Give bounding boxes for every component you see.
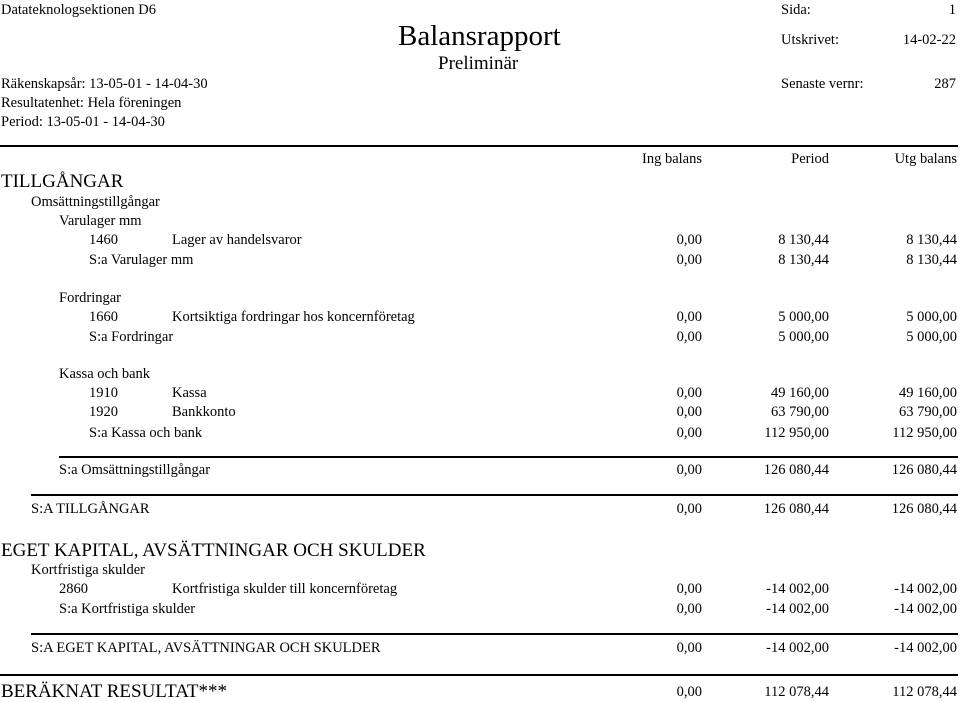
account-name: Lager av handelsvaror xyxy=(172,232,302,248)
printed-date: 14-02-22 xyxy=(902,32,956,48)
period-value: 5 000,00 xyxy=(778,309,829,325)
utg-balans-value: 8 130,44 xyxy=(906,232,957,248)
account-name: Kortsiktiga fordringar hos koncernföretag xyxy=(172,309,415,325)
period-value: -14 002,00 xyxy=(766,581,829,597)
period-value: 63 790,00 xyxy=(771,404,829,420)
account-number: 1910 xyxy=(89,385,118,401)
utg-balans-value: -14 002,00 xyxy=(894,581,957,597)
account-number: 1460 xyxy=(89,232,118,248)
period-value: 5 000,00 xyxy=(778,329,829,345)
period-value: 112 950,00 xyxy=(764,425,829,441)
report-title: Balansrapport xyxy=(398,20,561,52)
printed-label: Utskrivet: xyxy=(781,32,839,48)
subgroup-heading-receivables: Fordringar xyxy=(59,290,122,306)
ing-balans-value: 0,00 xyxy=(676,385,702,401)
result-unit: Resultatenhet: Hela föreningen xyxy=(1,95,182,111)
section-rule xyxy=(31,494,958,496)
period-value: 8 130,44 xyxy=(778,232,829,248)
last-voucher-number: 287 xyxy=(934,76,956,92)
subtotal-label: S:a Kassa och bank xyxy=(89,425,203,441)
group-heading-short-term-debt: Kortfristiga skulder xyxy=(31,562,145,578)
account-number: 1920 xyxy=(89,404,118,420)
utg-balans-value: 112 078,44 xyxy=(892,684,957,700)
period-value: 112 078,44 xyxy=(764,684,829,700)
fiscal-year: Räkenskapsår: 13-05-01 - 14-04-30 xyxy=(1,76,208,92)
ing-balans-value: 0,00 xyxy=(676,252,702,268)
page-label: Sida: xyxy=(781,2,811,18)
utg-balans-value: 63 790,00 xyxy=(899,404,957,420)
ing-balans-value: 0,00 xyxy=(676,232,702,248)
utg-balans-value: 5 000,00 xyxy=(906,329,957,345)
section-heading-equity-liabilities: EGET KAPITAL, AVSÄTTNINGAR OCH SKULDER xyxy=(1,540,426,561)
period-value: 126 080,44 xyxy=(763,501,829,517)
utg-balans-value: 112 950,00 xyxy=(892,425,957,441)
ing-balans-value: 0,00 xyxy=(676,581,702,597)
period-value: -14 002,00 xyxy=(766,640,829,656)
header-rule xyxy=(0,145,958,147)
ing-balans-value: 0,00 xyxy=(676,404,702,420)
ing-balans-value: 0,00 xyxy=(676,501,702,517)
total-label: S:A TILLGÅNGAR xyxy=(31,501,150,517)
account-name: Kortfristiga skulder till koncernföretag xyxy=(172,581,398,597)
ing-balans-value: 0,00 xyxy=(676,462,702,478)
subtotal-label: S:a Kortfristiga skulder xyxy=(59,601,196,617)
column-header-ing-balans: Ing balans xyxy=(642,151,702,167)
account-number: 2860 xyxy=(59,581,88,597)
ing-balans-value: 0,00 xyxy=(676,640,702,656)
ing-balans-value: 0,00 xyxy=(676,329,702,345)
utg-balans-value: -14 002,00 xyxy=(894,601,957,617)
organization-name: Datateknologsektionen D6 xyxy=(1,2,157,18)
ing-balans-value: 0,00 xyxy=(676,684,702,700)
report-period: Period: 13-05-01 - 14-04-30 xyxy=(1,114,165,130)
period-value: 126 080,44 xyxy=(763,462,829,478)
section-heading-assets: TILLGÅNGAR xyxy=(1,171,124,192)
column-header-utg-balans: Utg balans xyxy=(894,151,957,167)
utg-balans-value: -14 002,00 xyxy=(894,640,957,656)
section-rule xyxy=(59,456,958,458)
report-subtitle: Preliminär xyxy=(438,53,519,74)
utg-balans-value: 49 160,00 xyxy=(899,385,957,401)
ing-balans-value: 0,00 xyxy=(676,309,702,325)
page-number: 1 xyxy=(948,2,956,18)
subgroup-heading-cash: Kassa och bank xyxy=(59,366,151,382)
period-value: 8 130,44 xyxy=(778,252,829,268)
subtotal-label: S:a Fordringar xyxy=(89,329,174,345)
utg-balans-value: 126 080,44 xyxy=(891,462,957,478)
account-name: Bankkonto xyxy=(172,404,236,420)
subgroup-heading-inventory: Varulager mm xyxy=(59,213,142,229)
ing-balans-value: 0,00 xyxy=(676,425,702,441)
account-name: Kassa xyxy=(172,385,207,401)
total-label: S:A EGET KAPITAL, AVSÄTTNINGAR OCH SKULDER xyxy=(31,640,381,656)
column-header-period: Period xyxy=(791,151,829,167)
period-value: -14 002,00 xyxy=(766,601,829,617)
section-rule xyxy=(31,633,958,635)
subtotal-label: S:a Omsättningstillgångar xyxy=(59,462,211,478)
result-rule xyxy=(0,674,958,676)
group-heading-current-assets: Omsättningstillgångar xyxy=(31,194,160,210)
result-label: BERÄKNAT RESULTAT*** xyxy=(1,681,227,702)
utg-balans-value: 5 000,00 xyxy=(906,309,957,325)
utg-balans-value: 8 130,44 xyxy=(906,252,957,268)
account-number: 1660 xyxy=(89,309,118,325)
utg-balans-value: 126 080,44 xyxy=(891,501,957,517)
ing-balans-value: 0,00 xyxy=(676,601,702,617)
period-value: 49 160,00 xyxy=(771,385,829,401)
subtotal-label: S:a Varulager mm xyxy=(89,252,194,268)
last-voucher-label: Senaste vernr: xyxy=(781,76,864,92)
